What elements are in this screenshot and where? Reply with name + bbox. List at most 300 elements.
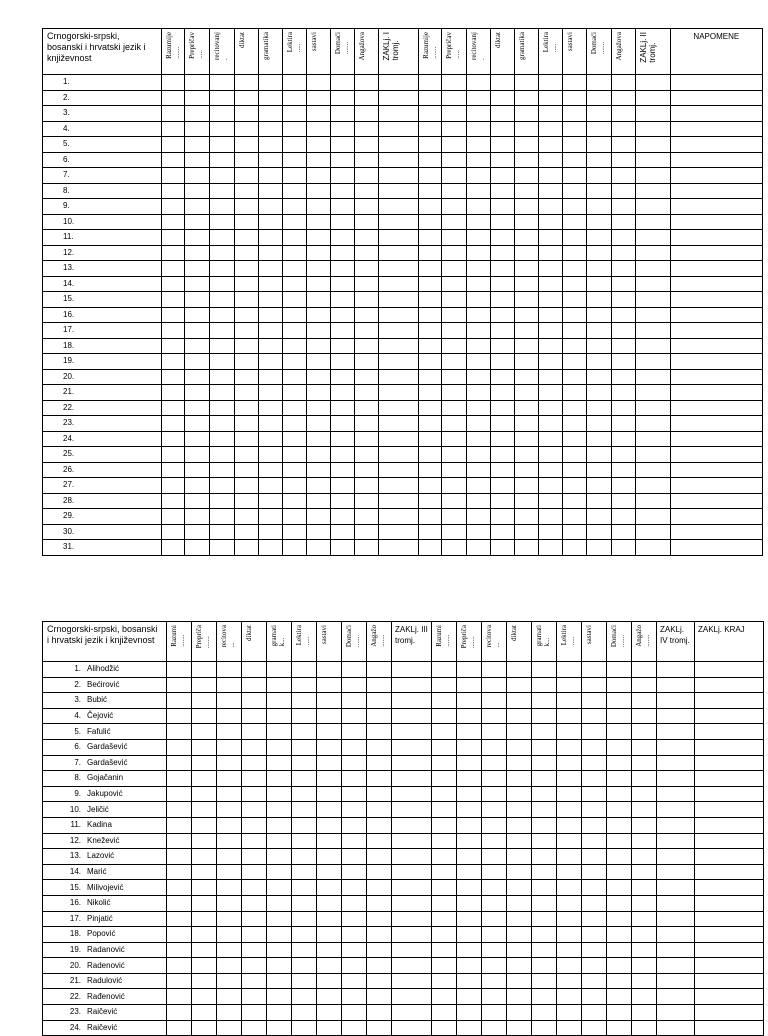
grade-cell[interactable]	[563, 106, 587, 122]
grade-cell[interactable]	[670, 292, 762, 308]
grade-cell[interactable]	[267, 677, 292, 693]
grade-cell[interactable]	[162, 168, 185, 184]
grade-cell[interactable]	[607, 911, 632, 927]
grade-cell[interactable]	[167, 1005, 192, 1021]
grade-cell[interactable]	[557, 662, 582, 678]
grade-cell[interactable]	[292, 662, 317, 678]
grade-cell[interactable]	[419, 540, 442, 556]
grade-cell[interactable]	[657, 880, 695, 896]
grade-cell[interactable]	[292, 833, 317, 849]
grade-cell[interactable]	[242, 927, 267, 943]
grade-cell[interactable]	[167, 724, 192, 740]
grade-cell[interactable]	[515, 106, 539, 122]
grade-cell[interactable]	[419, 152, 442, 168]
grade-cell[interactable]	[354, 245, 378, 261]
grade-cell[interactable]	[367, 771, 392, 787]
grade-cell[interactable]	[354, 214, 378, 230]
grade-cell[interactable]	[632, 802, 657, 818]
grade-cell[interactable]	[582, 973, 607, 989]
grade-cell[interactable]	[657, 771, 695, 787]
grade-cell[interactable]	[515, 323, 539, 339]
grade-cell[interactable]	[557, 864, 582, 880]
grade-cell[interactable]	[282, 354, 306, 370]
grade-cell[interactable]	[258, 462, 282, 478]
grade-cell[interactable]	[419, 307, 442, 323]
grade-cell[interactable]	[242, 677, 267, 693]
grade-cell[interactable]	[657, 973, 695, 989]
grade-cell[interactable]	[217, 817, 242, 833]
grade-cell[interactable]	[378, 400, 418, 416]
grade-cell[interactable]	[670, 493, 762, 509]
grade-cell[interactable]	[635, 323, 670, 339]
grade-cell[interactable]	[611, 385, 635, 401]
grade-cell[interactable]	[258, 121, 282, 137]
grade-cell[interactable]	[354, 338, 378, 354]
grade-cell[interactable]	[258, 230, 282, 246]
grade-cell[interactable]	[167, 771, 192, 787]
grade-cell[interactable]	[342, 1020, 367, 1036]
grade-cell[interactable]	[457, 817, 482, 833]
grade-cell[interactable]	[306, 385, 330, 401]
grade-cell[interactable]	[258, 307, 282, 323]
grade-cell[interactable]	[670, 168, 762, 184]
grade-cell[interactable]	[242, 739, 267, 755]
grade-cell[interactable]	[234, 540, 258, 556]
grade-cell[interactable]	[539, 323, 563, 339]
grade-cell[interactable]	[482, 942, 507, 958]
grade-cell[interactable]	[419, 431, 442, 447]
grade-cell[interactable]	[563, 261, 587, 277]
grade-cell[interactable]	[587, 292, 611, 308]
grade-cell[interactable]	[515, 137, 539, 153]
grade-cell[interactable]	[587, 307, 611, 323]
grade-cell[interactable]	[457, 958, 482, 974]
grade-cell[interactable]	[354, 540, 378, 556]
grade-cell[interactable]	[539, 75, 563, 91]
grade-cell[interactable]	[210, 214, 234, 230]
grade-cell[interactable]	[306, 540, 330, 556]
grade-cell[interactable]	[457, 989, 482, 1005]
grade-cell[interactable]	[587, 323, 611, 339]
grade-cell[interactable]	[392, 911, 432, 927]
grade-cell[interactable]	[292, 1020, 317, 1036]
grade-cell[interactable]	[392, 880, 432, 896]
grade-cell[interactable]	[563, 493, 587, 509]
grade-cell[interactable]	[491, 168, 515, 184]
grade-cell[interactable]	[342, 958, 367, 974]
grade-cell[interactable]	[210, 137, 234, 153]
grade-cell[interactable]	[457, 677, 482, 693]
grade-cell[interactable]	[210, 400, 234, 416]
grade-cell[interactable]	[210, 416, 234, 432]
grade-cell[interactable]	[185, 478, 210, 494]
grade-cell[interactable]	[167, 927, 192, 943]
grade-cell[interactable]	[670, 276, 762, 292]
grade-cell[interactable]	[354, 385, 378, 401]
grade-cell[interactable]	[185, 183, 210, 199]
grade-cell[interactable]	[632, 958, 657, 974]
grade-cell[interactable]	[317, 662, 342, 678]
grade-cell[interactable]	[635, 106, 670, 122]
grade-cell[interactable]	[467, 462, 491, 478]
grade-cell[interactable]	[442, 214, 467, 230]
grade-cell[interactable]	[234, 307, 258, 323]
grade-cell[interactable]	[342, 833, 367, 849]
grade-cell[interactable]	[582, 927, 607, 943]
grade-cell[interactable]	[557, 989, 582, 1005]
grade-cell[interactable]	[342, 973, 367, 989]
grade-cell[interactable]	[657, 817, 695, 833]
grade-cell[interactable]	[162, 323, 185, 339]
grade-cell[interactable]	[611, 462, 635, 478]
grade-cell[interactable]	[563, 183, 587, 199]
grade-cell[interactable]	[317, 708, 342, 724]
grade-cell[interactable]	[306, 106, 330, 122]
grade-cell[interactable]	[482, 771, 507, 787]
grade-cell[interactable]	[632, 739, 657, 755]
grade-cell[interactable]	[632, 989, 657, 1005]
grade-cell[interactable]	[557, 911, 582, 927]
grade-cell[interactable]	[162, 292, 185, 308]
grade-cell[interactable]	[367, 677, 392, 693]
grade-cell[interactable]	[442, 416, 467, 432]
grade-cell[interactable]	[185, 369, 210, 385]
grade-cell[interactable]	[419, 168, 442, 184]
grade-cell[interactable]	[378, 75, 418, 91]
grade-cell[interactable]	[632, 880, 657, 896]
grade-cell[interactable]	[670, 509, 762, 525]
grade-cell[interactable]	[210, 168, 234, 184]
grade-cell[interactable]	[342, 802, 367, 818]
grade-cell[interactable]	[539, 137, 563, 153]
grade-cell[interactable]	[282, 90, 306, 106]
grade-cell[interactable]	[539, 183, 563, 199]
grade-cell[interactable]	[432, 989, 457, 1005]
grade-cell[interactable]	[432, 864, 457, 880]
grade-cell[interactable]	[234, 385, 258, 401]
grade-cell[interactable]	[635, 354, 670, 370]
grade-cell[interactable]	[491, 385, 515, 401]
grade-cell[interactable]	[611, 168, 635, 184]
grade-cell[interactable]	[342, 1005, 367, 1021]
grade-cell[interactable]	[432, 786, 457, 802]
grade-cell[interactable]	[442, 447, 467, 463]
grade-cell[interactable]	[354, 369, 378, 385]
grade-cell[interactable]	[217, 1020, 242, 1036]
grade-cell[interactable]	[563, 540, 587, 556]
grade-cell[interactable]	[657, 755, 695, 771]
grade-cell[interactable]	[563, 385, 587, 401]
grade-cell[interactable]	[532, 693, 557, 709]
grade-cell[interactable]	[670, 75, 762, 91]
grade-cell[interactable]	[442, 493, 467, 509]
grade-cell[interactable]	[482, 880, 507, 896]
grade-cell[interactable]	[162, 462, 185, 478]
grade-cell[interactable]	[582, 895, 607, 911]
grade-cell[interactable]	[507, 849, 532, 865]
grade-cell[interactable]	[258, 509, 282, 525]
grade-cell[interactable]	[532, 724, 557, 740]
grade-cell[interactable]	[419, 385, 442, 401]
grade-cell[interactable]	[482, 1020, 507, 1036]
grade-cell[interactable]	[354, 462, 378, 478]
grade-cell[interactable]	[378, 509, 418, 525]
grade-cell[interactable]	[185, 199, 210, 215]
grade-cell[interactable]	[532, 927, 557, 943]
grade-cell[interactable]	[282, 276, 306, 292]
grade-cell[interactable]	[367, 864, 392, 880]
grade-cell[interactable]	[167, 864, 192, 880]
grade-cell[interactable]	[467, 338, 491, 354]
grade-cell[interactable]	[217, 942, 242, 958]
grade-cell[interactable]	[185, 307, 210, 323]
grade-cell[interactable]	[482, 755, 507, 771]
grade-cell[interactable]	[306, 261, 330, 277]
grade-cell[interactable]	[330, 261, 354, 277]
grade-cell[interactable]	[482, 724, 507, 740]
grade-cell[interactable]	[442, 385, 467, 401]
grade-cell[interactable]	[432, 755, 457, 771]
grade-cell[interactable]	[632, 973, 657, 989]
grade-cell[interactable]	[234, 416, 258, 432]
grade-cell[interactable]	[162, 338, 185, 354]
grade-cell[interactable]	[611, 478, 635, 494]
grade-cell[interactable]	[491, 354, 515, 370]
grade-cell[interactable]	[282, 323, 306, 339]
grade-cell[interactable]	[292, 677, 317, 693]
grade-cell[interactable]	[457, 1005, 482, 1021]
grade-cell[interactable]	[467, 199, 491, 215]
grade-cell[interactable]	[378, 540, 418, 556]
grade-cell[interactable]	[185, 245, 210, 261]
grade-cell[interactable]	[491, 323, 515, 339]
grade-cell[interactable]	[378, 106, 418, 122]
grade-cell[interactable]	[185, 137, 210, 153]
grade-cell[interactable]	[607, 864, 632, 880]
grade-cell[interactable]	[457, 771, 482, 787]
grade-cell[interactable]	[507, 833, 532, 849]
grade-cell[interactable]	[507, 693, 532, 709]
grade-cell[interactable]	[515, 168, 539, 184]
grade-cell[interactable]	[317, 833, 342, 849]
grade-cell[interactable]	[162, 447, 185, 463]
grade-cell[interactable]	[162, 245, 185, 261]
grade-cell[interactable]	[378, 323, 418, 339]
grade-cell[interactable]	[267, 817, 292, 833]
grade-cell[interactable]	[306, 493, 330, 509]
grade-cell[interactable]	[695, 802, 764, 818]
grade-cell[interactable]	[217, 927, 242, 943]
grade-cell[interactable]	[563, 478, 587, 494]
grade-cell[interactable]	[210, 230, 234, 246]
grade-cell[interactable]	[515, 183, 539, 199]
grade-cell[interactable]	[557, 677, 582, 693]
grade-cell[interactable]	[607, 786, 632, 802]
grade-cell[interactable]	[587, 369, 611, 385]
grade-cell[interactable]	[442, 431, 467, 447]
grade-cell[interactable]	[467, 245, 491, 261]
grade-cell[interactable]	[695, 895, 764, 911]
grade-cell[interactable]	[582, 724, 607, 740]
grade-cell[interactable]	[306, 369, 330, 385]
grade-cell[interactable]	[657, 1005, 695, 1021]
grade-cell[interactable]	[292, 755, 317, 771]
grade-cell[interactable]	[330, 199, 354, 215]
grade-cell[interactable]	[482, 739, 507, 755]
grade-cell[interactable]	[162, 493, 185, 509]
grade-cell[interactable]	[482, 677, 507, 693]
grade-cell[interactable]	[419, 261, 442, 277]
grade-cell[interactable]	[670, 447, 762, 463]
grade-cell[interactable]	[210, 338, 234, 354]
grade-cell[interactable]	[491, 431, 515, 447]
grade-cell[interactable]	[217, 739, 242, 755]
grade-cell[interactable]	[515, 152, 539, 168]
grade-cell[interactable]	[419, 199, 442, 215]
grade-cell[interactable]	[457, 708, 482, 724]
grade-cell[interactable]	[607, 693, 632, 709]
grade-cell[interactable]	[670, 369, 762, 385]
grade-cell[interactable]	[292, 989, 317, 1005]
grade-cell[interactable]	[467, 214, 491, 230]
grade-cell[interactable]	[392, 1020, 432, 1036]
grade-cell[interactable]	[242, 771, 267, 787]
grade-cell[interactable]	[378, 385, 418, 401]
grade-cell[interactable]	[258, 369, 282, 385]
grade-cell[interactable]	[515, 431, 539, 447]
grade-cell[interactable]	[210, 478, 234, 494]
grade-cell[interactable]	[532, 880, 557, 896]
grade-cell[interactable]	[607, 817, 632, 833]
grade-cell[interactable]	[306, 214, 330, 230]
grade-cell[interactable]	[167, 958, 192, 974]
grade-cell[interactable]	[467, 168, 491, 184]
grade-cell[interactable]	[167, 708, 192, 724]
grade-cell[interactable]	[482, 895, 507, 911]
grade-cell[interactable]	[515, 493, 539, 509]
grade-cell[interactable]	[507, 817, 532, 833]
grade-cell[interactable]	[611, 338, 635, 354]
grade-cell[interactable]	[419, 75, 442, 91]
grade-cell[interactable]	[611, 245, 635, 261]
grade-cell[interactable]	[210, 369, 234, 385]
grade-cell[interactable]	[467, 106, 491, 122]
grade-cell[interactable]	[354, 152, 378, 168]
grade-cell[interactable]	[670, 478, 762, 494]
grade-cell[interactable]	[539, 416, 563, 432]
grade-cell[interactable]	[192, 693, 217, 709]
grade-cell[interactable]	[491, 509, 515, 525]
grade-cell[interactable]	[258, 137, 282, 153]
grade-cell[interactable]	[557, 786, 582, 802]
grade-cell[interactable]	[539, 214, 563, 230]
grade-cell[interactable]	[563, 307, 587, 323]
grade-cell[interactable]	[635, 524, 670, 540]
grade-cell[interactable]	[367, 693, 392, 709]
grade-cell[interactable]	[192, 942, 217, 958]
grade-cell[interactable]	[192, 755, 217, 771]
grade-cell[interactable]	[217, 724, 242, 740]
grade-cell[interactable]	[657, 708, 695, 724]
grade-cell[interactable]	[491, 137, 515, 153]
grade-cell[interactable]	[217, 880, 242, 896]
grade-cell[interactable]	[354, 354, 378, 370]
grade-cell[interactable]	[539, 493, 563, 509]
grade-cell[interactable]	[482, 802, 507, 818]
grade-cell[interactable]	[330, 276, 354, 292]
grade-cell[interactable]	[258, 400, 282, 416]
grade-cell[interactable]	[354, 199, 378, 215]
grade-cell[interactable]	[670, 540, 762, 556]
grade-cell[interactable]	[507, 989, 532, 1005]
grade-cell[interactable]	[192, 989, 217, 1005]
grade-cell[interactable]	[185, 214, 210, 230]
grade-cell[interactable]	[330, 90, 354, 106]
grade-cell[interactable]	[367, 786, 392, 802]
grade-cell[interactable]	[354, 416, 378, 432]
grade-cell[interactable]	[607, 755, 632, 771]
grade-cell[interactable]	[185, 168, 210, 184]
grade-cell[interactable]	[282, 199, 306, 215]
grade-cell[interactable]	[539, 307, 563, 323]
grade-cell[interactable]	[378, 338, 418, 354]
grade-cell[interactable]	[657, 864, 695, 880]
grade-cell[interactable]	[467, 509, 491, 525]
grade-cell[interactable]	[467, 292, 491, 308]
grade-cell[interactable]	[587, 447, 611, 463]
grade-cell[interactable]	[507, 677, 532, 693]
grade-cell[interactable]	[210, 261, 234, 277]
grade-cell[interactable]	[282, 121, 306, 137]
grade-cell[interactable]	[611, 354, 635, 370]
grade-cell[interactable]	[635, 447, 670, 463]
grade-cell[interactable]	[354, 400, 378, 416]
grade-cell[interactable]	[162, 307, 185, 323]
grade-cell[interactable]	[611, 369, 635, 385]
grade-cell[interactable]	[467, 431, 491, 447]
grade-cell[interactable]	[532, 739, 557, 755]
grade-cell[interactable]	[507, 958, 532, 974]
grade-cell[interactable]	[282, 447, 306, 463]
grade-cell[interactable]	[507, 662, 532, 678]
grade-cell[interactable]	[563, 462, 587, 478]
grade-cell[interactable]	[167, 817, 192, 833]
grade-cell[interactable]	[563, 137, 587, 153]
grade-cell[interactable]	[467, 90, 491, 106]
grade-cell[interactable]	[317, 880, 342, 896]
grade-cell[interactable]	[632, 662, 657, 678]
grade-cell[interactable]	[482, 817, 507, 833]
grade-cell[interactable]	[611, 292, 635, 308]
grade-cell[interactable]	[557, 724, 582, 740]
grade-cell[interactable]	[442, 400, 467, 416]
grade-cell[interactable]	[234, 152, 258, 168]
grade-cell[interactable]	[467, 137, 491, 153]
grade-cell[interactable]	[217, 802, 242, 818]
grade-cell[interactable]	[354, 509, 378, 525]
grade-cell[interactable]	[587, 416, 611, 432]
grade-cell[interactable]	[342, 724, 367, 740]
grade-cell[interactable]	[306, 462, 330, 478]
grade-cell[interactable]	[482, 708, 507, 724]
grade-cell[interactable]	[611, 431, 635, 447]
grade-cell[interactable]	[378, 462, 418, 478]
grade-cell[interactable]	[367, 755, 392, 771]
grade-cell[interactable]	[192, 1020, 217, 1036]
grade-cell[interactable]	[162, 400, 185, 416]
grade-cell[interactable]	[306, 168, 330, 184]
grade-cell[interactable]	[611, 447, 635, 463]
